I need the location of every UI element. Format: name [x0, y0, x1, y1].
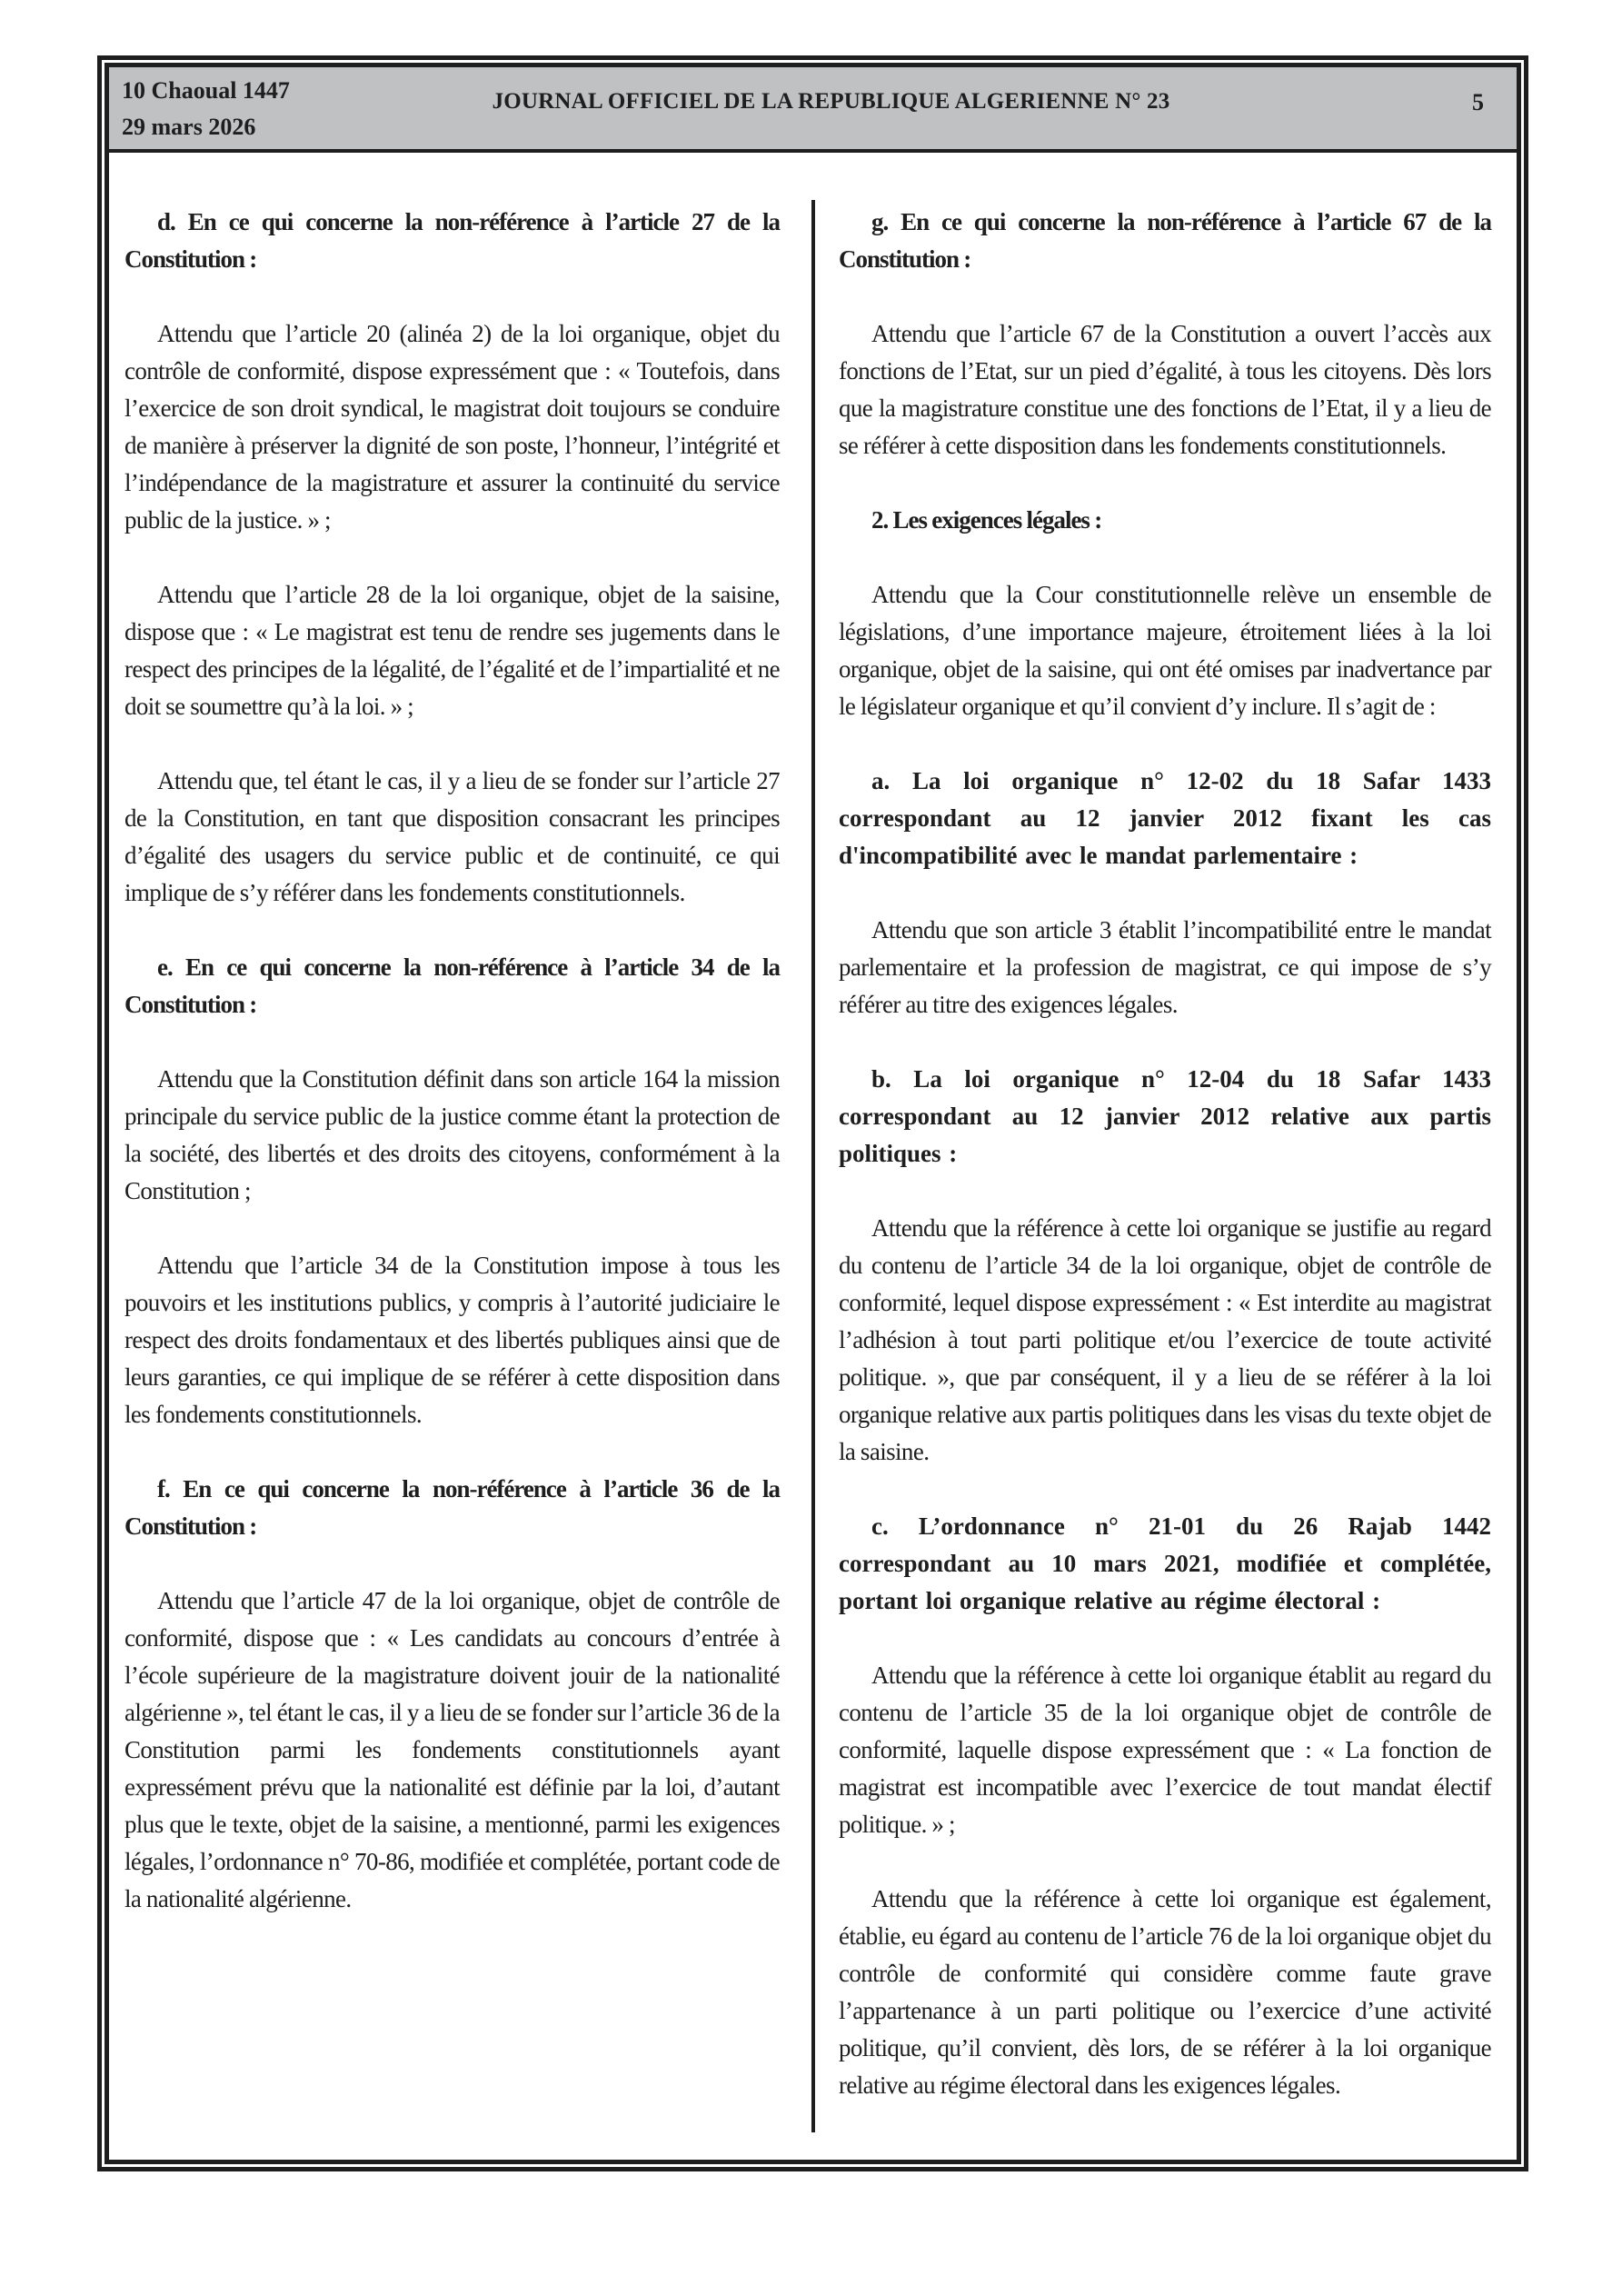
paragraph: Attendu que la référence à cette loi organique se justifie au regard du contenu de l’article 34 de la loi organique, objet de contrôle de conformité, lequel dispose expressément : « Est interdite au magistrat l’adhésion à tout parti politique et/ou l’exercice de toute activité politique. », que par conséquent, il y a lieu de se référer à la loi organique relative aux partis politiques dans les visas du texte objet de la saisine. — [839, 1214, 1491, 1465]
page-header — [109, 67, 1517, 153]
journal-title: JOURNAL OFFICIEL DE LA REPUBLIQUE ALGERIENNE N° 23 — [492, 89, 1170, 114]
page-border — [97, 55, 1528, 2171]
paragraph: Attendu que l’article 47 de la loi organique, objet de contrôle de conformité, dispose que : « Les candidats au concours d’entrée à l’école supérieure de la magistrature doivent jouir de la nationalité algérienne », tel étant le cas, il y a lieu de se fonder sur l’article 36 de la Constitution parmi les fondements constitutionnels ayant expressément prévu que la nationalité est définie par la loi, d’autant plus que le texte, objet de la saisine, a mentionné, parmi les exigences légales, l’ordonnance n° 70-86, modifiée et complétée, portant code de la nationalité algérienne. — [124, 1587, 780, 1912]
paragraph: Attendu que la Constitution définit dans son article 164 la mission principale du service public de la justice comme étant la protection de la société, des libertés et des droits des citoyens, conformément à la Constitution ; — [124, 1065, 780, 1204]
section-heading-d: d. En ce qui concerne la non-référence à l’article 27 de la Constitution : — [124, 208, 780, 273]
subsection-heading-b: b. La loi organique n° 12-04 du 18 Safar 1433 correspondant au 12 janvier 2012 relative aux partis politiques : — [839, 1065, 1491, 1167]
right-column — [839, 204, 1491, 2141]
paragraph: Attendu que son article 3 établit l’incompatibilité entre le mandat parlementaire et la profession de magistrat, ce qui impose de s’y référer au titre des exigences légales. — [839, 916, 1491, 1018]
paragraph: Attendu que l’article 67 de la Constitution a ouvert l’accès aux fonctions de l’Etat, sur un pied d’égalité, à tous les citoyens. Dès lors que la magistrature constitue une des fonctions de l’Etat, il y a lieu de se référer à cette disposition dans les fondements constitutionnels. — [839, 320, 1491, 459]
subsection-heading-c: c. L’ordonnance n° 21-01 du 26 Rajab 1442 correspondant au 10 mars 2021, modifiée et complétée, portant loi organique relative au régime électoral : — [839, 1512, 1491, 1614]
section-heading-legal-requirements: 2. Les exigences légales : — [871, 506, 1102, 534]
section-heading-f: f. En ce qui concerne la non-référence à l’article 36 de la Constitution : — [124, 1475, 780, 1540]
paragraph: Attendu que l’article 34 de la Constitution impose à tous les pouvoirs et les institutions publics, y compris à l’autorité judiciaire le respect des droits fondamentaux et des libertés publiques ainsi que de leurs garanties, ce qui implique de se référer à cette disposition dans les fondements constitutionnels. — [124, 1252, 780, 1428]
gregorian-date: 29 mars 2026 — [122, 114, 256, 140]
paragraph: Attendu que l’article 20 (alinéa 2) de la loi organique, objet du contrôle de conformité, dispose expressément que : « Toutefois, dans l’exercice de son droit syndical, le magistrat doit toujours se conduire de manière à préserver la dignité de son poste, l’honneur, l’intégrité et l’indépendance de la magistrature et assurer la continuité du service public de la justice. » ; — [124, 320, 780, 534]
paragraph: Attendu que la référence à cette loi organique est également, établie, eu égard au contenu de l’article 76 de la loi organique objet du contrôle de conformité qui considère comme faute grave l’appartenance à un parti politique ou l’exercice d’une activité politique, qu’il convient, dès lors, de se référer à la loi organique relative au régime électoral dans les exigences légales. — [839, 1885, 1491, 2099]
hijri-date: 10 Chaoual 1447 — [122, 77, 290, 104]
left-column — [124, 204, 780, 1955]
subsection-heading-a: a. La loi organique n° 12-02 du 18 Safar 1433 correspondant au 12 janvier 2012 fixant les cas d'incompatibilité avec le mandat parlementaire : — [839, 767, 1491, 869]
inner-border — [104, 63, 1521, 2164]
column-divider — [811, 200, 815, 2132]
section-heading-g: g. En ce qui concerne la non-référence à l’article 67 de la Constitution : — [839, 208, 1491, 273]
paragraph: Attendu que la Cour constitutionnelle relève un ensemble de législations, d’une importance majeure, étroitement liées à la loi organique, objet de la saisine, qui ont été omises par inadvertance par le législateur organique et qu’il convient d’y inclure. Il s’agit de : — [839, 581, 1491, 720]
paragraph: Attendu que l’article 28 de la loi organique, objet de la saisine, dispose que : « Le magistrat est tenu de rendre ses jugements dans le respect des principes de la légalité, de l’égalité et de l’impartialité et ne doit se soumettre qu’à la loi. » ; — [124, 581, 780, 720]
section-heading-e: e. En ce qui concerne la non-référence à l’article 34 de la Constitution : — [124, 953, 780, 1018]
paragraph: Attendu que la référence à cette loi organique établit au regard du contenu de l’article 35 de la loi organique objet de contrôle de conformité, laquelle dispose expressément que : « La fonction de magistrat est incompatible avec l’exercice de tout mandat électif politique. » ; — [839, 1662, 1491, 1838]
page-number: 5 — [1472, 89, 1484, 115]
paragraph: Attendu que, tel étant le cas, il y a lieu de se fonder sur l’article 27 de la Constitution, en tant que disposition consacrant les principes d’égalité des usagers du service public et de continuité, ce qui implique de s’y référer dans les fondements constitutionnels. — [124, 767, 780, 906]
